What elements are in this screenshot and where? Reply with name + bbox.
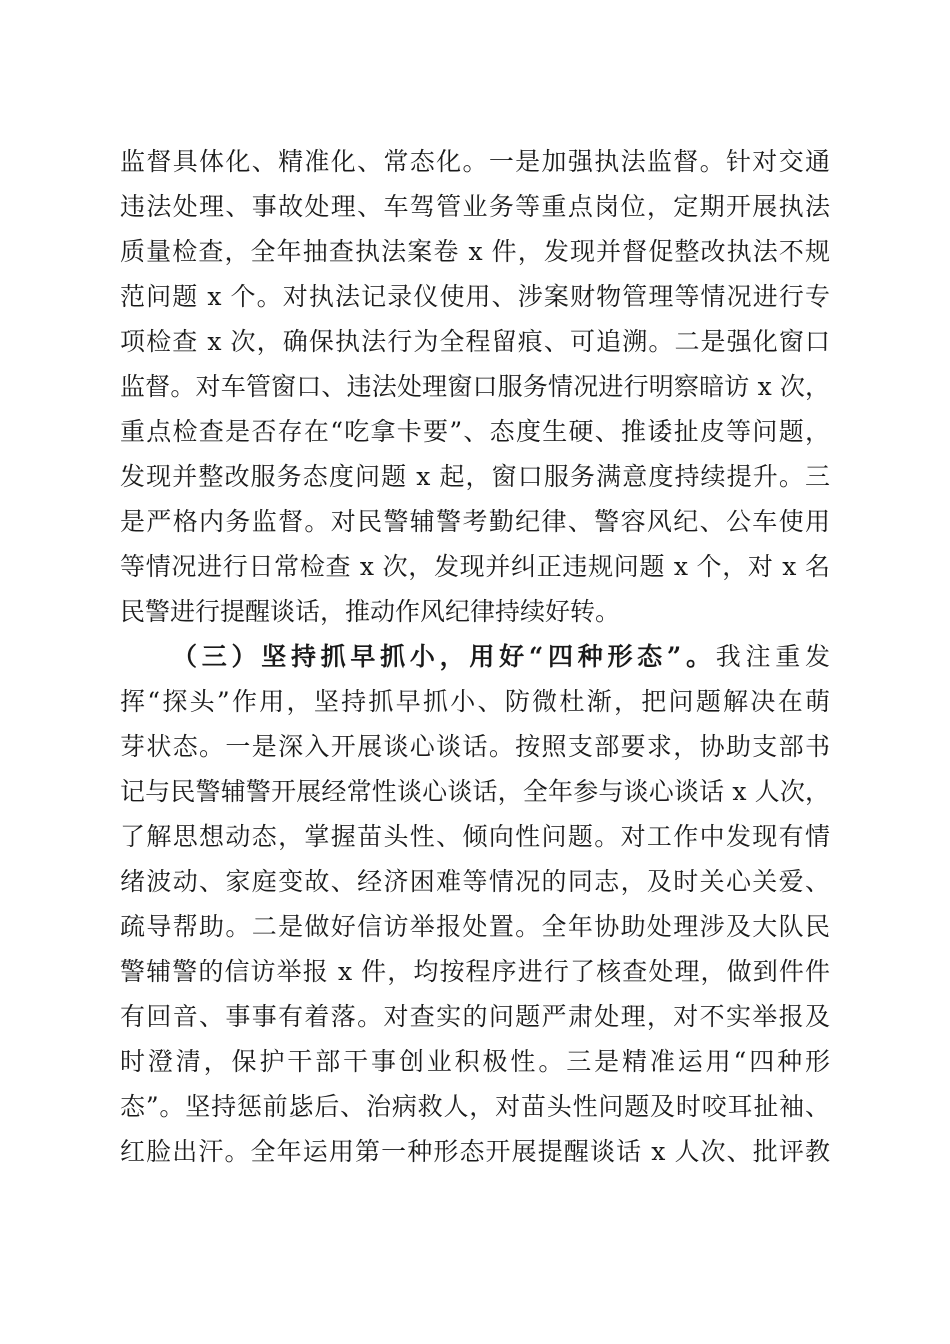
paragraph-line: 有回音、事事有着落。对查实的问题严肃处理，对不实举报及 (120, 1002, 830, 1031)
paragraph-line: 绪波动、家庭变故、经济困难等情况的同志，及时关心关爱、 (120, 867, 830, 896)
paragraph-line: 态”。坚持惩前毖后、治病救人，对苗头性问题及时咬耳扯袖、 (120, 1092, 830, 1121)
paragraph-line: 等情况进行日常检查 x 次，发现并纠正违规问题 x 个，对 x 名 (120, 552, 830, 581)
paragraph-line: 监督。对车管窗口、违法处理窗口服务情况进行明察暗访 x 次， (120, 372, 830, 401)
paragraph-line: 警辅警的信访举报 x 件，均按程序进行了核查处理，做到件件 (120, 957, 830, 986)
paragraph-line: 记与民警辅警开展经常性谈心谈话，全年参与谈心谈话 x 人次， (120, 777, 830, 806)
paragraph-line: 疏导帮助。二是做好信访举报处置。全年协助处理涉及大队民 (120, 912, 830, 941)
paragraph-line: 质量检查，全年抽查执法案卷 x 件，发现并督促整改执法不规 (120, 237, 830, 266)
section-heading: （三）坚持抓早抓小，用好“四种形态”。 (172, 642, 716, 671)
paragraph-line: 芽状态。一是深入开展谈心谈话。按照支部要求，协助支部书 (120, 732, 830, 761)
paragraph-line: 挥“探头”作用，坚持抓早抓小、防微杜渐，把问题解决在萌 (120, 687, 830, 716)
paragraph-line: 违法处理、事故处理、车驾管业务等重点岗位，定期开展执法 (120, 192, 830, 221)
paragraph-line: 民警进行提醒谈话，推动作风纪律持续好转。 (120, 597, 621, 626)
paragraph-line: 了解思想动态，掌握苗头性、倾向性问题。对工作中发现有情 (120, 822, 830, 851)
paragraph-line: 是严格内务监督。对民警辅警考勤纪律、警容风纪、公车使用 (120, 507, 830, 536)
section-heading-line (172, 637, 830, 677)
paragraph-line: 红脸出汗。全年运用第一种形态开展提醒谈话 x 人次、批评教 (120, 1137, 830, 1166)
paragraph-line: 监督具体化、精准化、常态化。一是加强执法监督。针对交通 (120, 147, 830, 176)
paragraph-line: 发现并整改服务态度问题 x 起，窗口服务满意度持续提升。三 (120, 462, 830, 491)
paragraph-line: 时澄清，保护干部干事创业积极性。三是精准运用“四种形 (120, 1047, 830, 1076)
section-heading-tail: 我注重发 (715, 642, 830, 671)
paragraph-line: 范问题 x 个。对执法记录仪使用、涉案财物管理等情况进行专 (120, 282, 830, 311)
paragraph-line: 项检查 x 次，确保执法行为全程留痕、可追溯。二是强化窗口 (120, 327, 830, 356)
paragraph-line: 重点检查是否存在“吃拿卡要”、态度生硬、推诿扯皮等问题， (120, 417, 830, 446)
